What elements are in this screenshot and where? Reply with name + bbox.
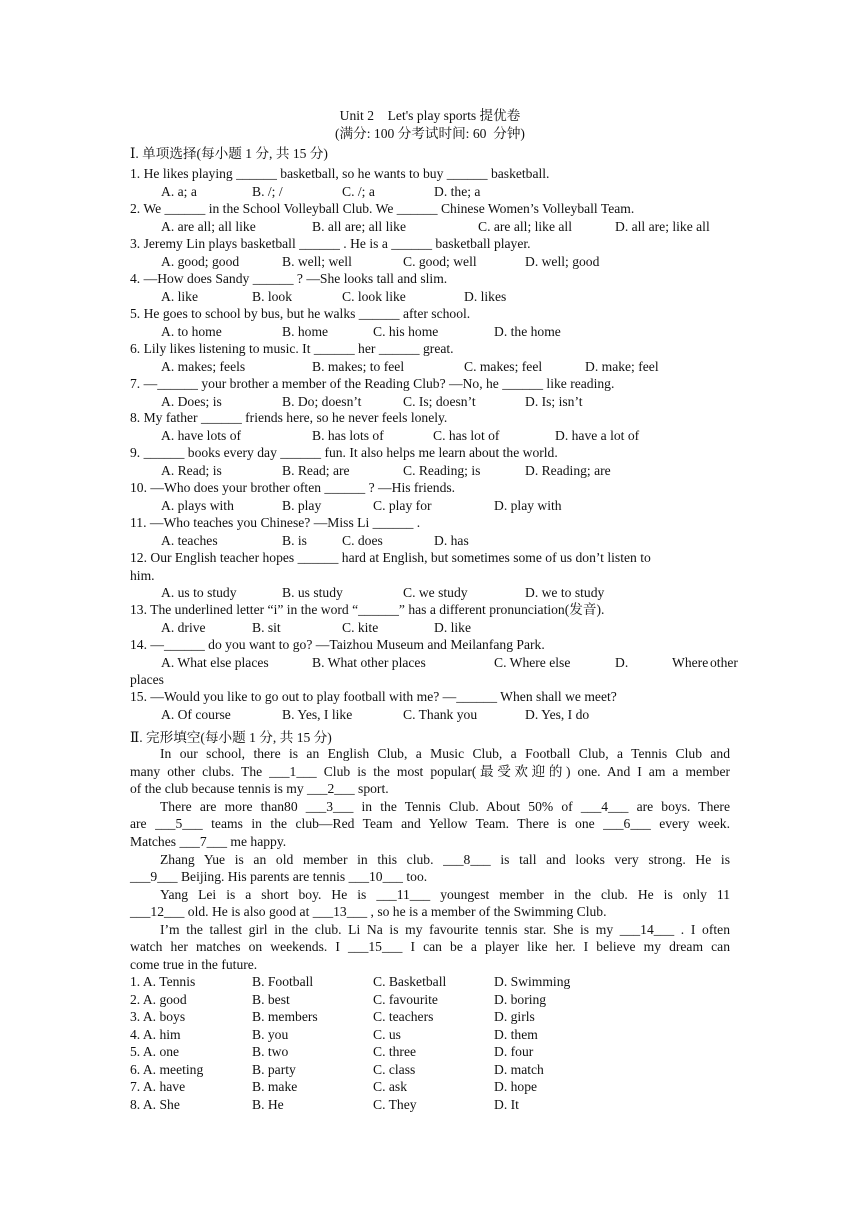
cloze-option: C. ask	[373, 1079, 407, 1094]
question-stem: 11. —Who teaches you Chinese? —Miss Li ______ .	[130, 515, 421, 530]
answer-option: D. the home	[494, 323, 561, 339]
cloze-option: C. us	[373, 1026, 401, 1042]
answer-option: A. have lots of	[161, 427, 242, 443]
question-option-continued: places	[130, 672, 164, 687]
cloze-option: 5. A. one	[130, 1044, 180, 1059]
answer-option: A. good; good	[161, 253, 240, 269]
cloze-option: B. members	[252, 1009, 318, 1024]
answer-option: D. likes	[464, 288, 507, 304]
answer-option: D. Is; isn’t	[525, 393, 583, 409]
answer-option: D. Reading; are	[525, 462, 611, 478]
answer-option: C. has lot of	[433, 427, 500, 443]
question-stem: 4. —How does Sandy ______ ? —She looks tall and slim.	[130, 271, 448, 286]
cloze-option: D. girls	[494, 1009, 535, 1024]
cloze-option: 1. A. Tennis	[130, 974, 196, 989]
question-stem: 8. My father ______ friends here, so he never feels lonely.	[130, 410, 448, 425]
question-stem: 15. —Would you like to go out to play football with me? —______ When shall we meet?	[130, 689, 617, 704]
answer-option: B. Read; are	[282, 462, 350, 478]
cloze-option: 7. A. have	[130, 1079, 186, 1094]
answer-option: B. all are; all like	[312, 218, 406, 234]
answer-option: C. Reading; is	[403, 462, 481, 478]
question-stem: 14. —______ do you want to go? —Taizhou Museum and Meilanfang Park.	[130, 637, 545, 652]
section-heading: Ⅰ. 单项选择(每小题 1 分, 共 15 分)	[130, 146, 328, 161]
answer-option: C. we study	[403, 585, 468, 600]
cloze-option: C. class	[373, 1061, 416, 1077]
answer-option: C. does	[342, 532, 383, 548]
passage-line: ___9___ Beijing. His parents are tennis ___10___ too.	[130, 869, 428, 884]
page-subtitle: (满分: 100 分考试时间: 60 分钟)	[335, 126, 525, 141]
question-stem: 7. —______ your brother a member of the Reading Club? —No, he ______ like reading.	[130, 376, 615, 391]
answer-option: D. like	[434, 619, 471, 635]
cloze-option: 3. A. boys	[130, 1009, 186, 1024]
answer-option: C. Is; doesn’t	[403, 393, 476, 409]
answer-option: D. we to study	[525, 585, 605, 600]
cloze-option: 8. A. She	[130, 1096, 180, 1112]
cloze-option: C. three	[373, 1044, 417, 1059]
cloze-option: B. Football	[252, 974, 314, 989]
answer-option: A. Read; is	[161, 462, 222, 478]
answer-option: D. make; feel	[585, 358, 659, 374]
cloze-option: C. Basketball	[373, 974, 447, 989]
cloze-option: D. match	[494, 1061, 544, 1077]
answer-option: A. teaches	[161, 532, 218, 548]
answer-option: C. /; a	[342, 183, 375, 199]
answer-option: D. all are; like all	[615, 218, 710, 234]
cloze-option: B. party	[252, 1061, 296, 1077]
answer-option: A. to home	[161, 323, 222, 339]
answer-option: D. play with	[494, 497, 562, 513]
passage-line: Zhang Yue is an old member in this club. ___8___ is tall and looks very strong. He is	[160, 852, 730, 867]
answer-option: Where	[672, 654, 709, 670]
question-stem: 10. —Who does your brother often ______ ? —His friends.	[130, 480, 456, 495]
answer-option: B. Yes, I like	[282, 706, 353, 722]
page-title: Unit 2 Let's play sports 提优卷	[339, 108, 521, 123]
cloze-option: B. two	[252, 1044, 289, 1059]
cloze-option: C. favourite	[373, 991, 438, 1007]
cloze-option: B. He	[252, 1096, 284, 1112]
answer-option: B. What other places	[312, 654, 426, 670]
cloze-option: D. Swimming	[494, 974, 571, 989]
answer-option: C. makes; feel	[464, 358, 543, 374]
cloze-option: B. you	[252, 1026, 289, 1042]
answer-option: A. drive	[161, 619, 206, 635]
question-stem-continued: him.	[130, 567, 155, 583]
answer-option: C. Where else	[494, 654, 571, 670]
answer-option: C. look like	[342, 288, 406, 304]
passage-line: In our school, there is an English Club, a Music Club, a Football Club, a Tennis Club and	[160, 746, 730, 761]
answer-option: B. look	[252, 288, 293, 304]
answer-option: D. has	[434, 532, 469, 548]
answer-option: A. like	[161, 288, 198, 304]
answer-option: B. us study	[282, 585, 343, 600]
question-stem: 9. ______ books every day ______ fun. It also helps me learn about the world.	[130, 445, 558, 460]
passage-line: ___12___ old. He is also good at ___13___ , so he is a member of the Swimming Club.	[130, 904, 607, 919]
answer-option: C. Thank you	[403, 706, 478, 722]
answer-option: D. have a lot of	[555, 427, 640, 443]
answer-option: C. kite	[342, 619, 379, 635]
answer-option: B. home	[282, 323, 329, 339]
cloze-option: D. four	[494, 1044, 534, 1059]
answer-option: B. Do; doesn’t	[282, 393, 362, 409]
answer-option: C. good; well	[403, 253, 477, 269]
answer-option: A. Does; is	[161, 393, 222, 409]
answer-option: D. well; good	[525, 253, 600, 269]
cloze-option: D. It	[494, 1096, 519, 1112]
cloze-option: B. make	[252, 1079, 298, 1094]
question-stem: 12. Our English teacher hopes ______ hard at English, but sometimes some of us don’t listen to	[130, 550, 651, 565]
answer-option: B. makes; to feel	[312, 358, 405, 374]
passage-line: many other clubs. The ___1___ Club is the most popular(最受欢迎的) one. And I am a member	[130, 764, 730, 779]
answer-option: A. makes; feels	[161, 358, 246, 374]
passage-line: I’m the tallest girl in the club. Li Na is my favourite tennis star. She is my ___14___ . I often	[160, 922, 730, 937]
question-stem: 3. Jeremy Lin plays basketball ______ . He is a ______ basketball player.	[130, 236, 531, 251]
passage-line: Yang Lei is a short boy. He is ___11___ youngest member in the club. He is only 11	[160, 887, 730, 902]
cloze-option: D. them	[494, 1026, 538, 1042]
answer-option: A. a; a	[161, 183, 197, 199]
answer-option: A. plays with	[161, 497, 234, 513]
passage-line: of the club because tennis is my ___2___ sport.	[130, 781, 389, 796]
question-stem: 1. He likes playing ______ basketball, so he wants to buy ______ basketball.	[130, 166, 550, 181]
cloze-option: D. hope	[494, 1079, 538, 1094]
passage-line: watch her matches on weekends. I ___15___ I can be a player like her. I believe my dream can	[130, 939, 730, 954]
cloze-option: B. best	[252, 991, 290, 1007]
answer-option: other	[710, 654, 738, 670]
answer-option: A. Of course	[161, 706, 231, 722]
cloze-option: 6. A. meeting	[130, 1061, 204, 1077]
answer-option: C. his home	[373, 323, 439, 339]
answer-option: D. the; a	[434, 183, 481, 199]
question-stem: 2. We ______ in the School Volleyball Club. We ______ Chinese Women’s Volleyball Team.	[130, 201, 635, 216]
passage-line: are ___5___ teams in the club—Red Team and Yellow Team. There is one ___6___ every week.	[130, 816, 730, 831]
answer-option: D.	[615, 654, 629, 670]
passage-line: come true in the future.	[130, 957, 258, 972]
answer-option: C. are all; like all	[478, 218, 572, 234]
cloze-option: C. teachers	[373, 1009, 434, 1024]
answer-option: B. is	[282, 532, 307, 548]
question-stem: 6. Lily likes listening to music. It ______ her ______ great.	[130, 341, 454, 356]
section-heading: Ⅱ. 完形填空(每小题 1 分, 共 15 分)	[130, 730, 332, 745]
answer-option: A. What else places	[161, 654, 269, 670]
answer-option: B. has lots of	[312, 427, 384, 443]
answer-option: A. are all; all like	[161, 218, 256, 234]
question-stem: 5. He goes to school by bus, but he walks ______ after school.	[130, 306, 471, 321]
answer-option: B. /; /	[252, 183, 283, 199]
passage-line: There are more than80 ___3___ in the Tennis Club. About 50% of ___4___ are boys. There	[160, 799, 730, 814]
cloze-option: 4. A. him	[130, 1026, 181, 1042]
cloze-option: 2. A. good	[130, 991, 187, 1007]
answer-option: B. play	[282, 497, 322, 513]
cloze-option: C. They	[373, 1096, 417, 1112]
answer-option: D. Yes, I do	[525, 706, 590, 722]
cloze-option: D. boring	[494, 991, 547, 1007]
question-stem: 13. The underlined letter “i” in the word “______” has a different pronunciation(发音).	[130, 602, 605, 617]
answer-option: C. play for	[373, 497, 432, 513]
answer-option: B. sit	[252, 619, 281, 635]
passage-line: Matches ___7___ me happy.	[130, 834, 287, 849]
answer-option: B. well; well	[282, 253, 352, 269]
answer-option: A. us to study	[161, 585, 237, 600]
